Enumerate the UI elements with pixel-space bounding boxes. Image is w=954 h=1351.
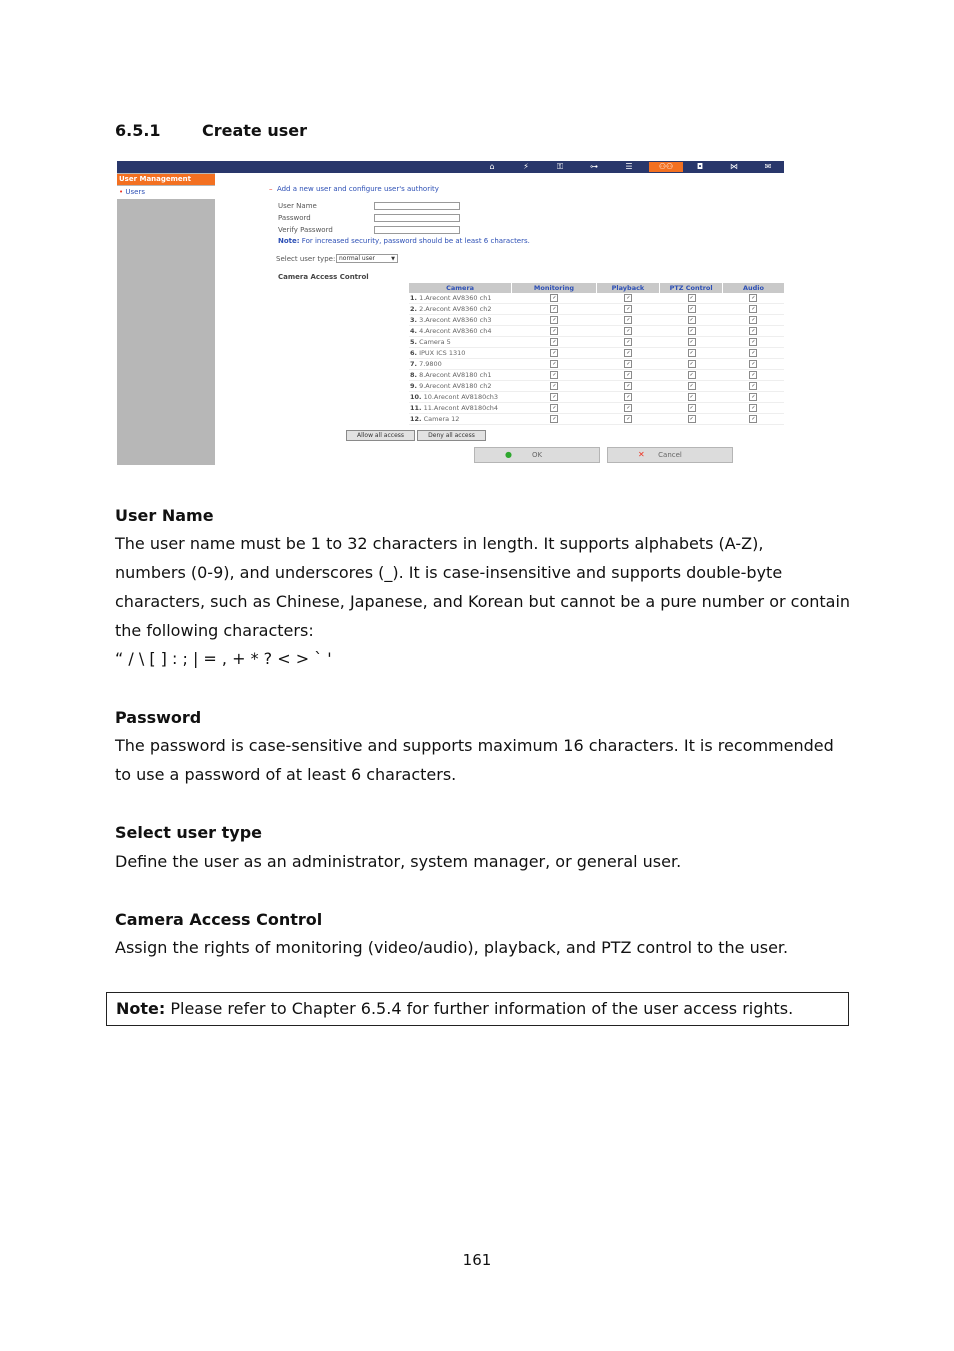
audio-cell [723,315,784,326]
audio-checkbox[interactable]: ✓ [751,405,756,411]
ptz-checkbox[interactable]: ✓ [689,339,694,345]
camera-number: 7. [410,360,417,368]
monitoring-cell [512,392,596,403]
select-type-label: Select user type: [276,255,336,263]
ptz-cell [660,414,723,425]
playback-cell [597,315,661,326]
audio-checkbox[interactable]: ✓ [751,394,756,400]
playback-checkbox[interactable]: ✓ [626,317,631,323]
users-icon[interactable]: ⚇⚇ [649,162,683,172]
table-row [409,315,784,326]
playback-checkbox[interactable]: ✓ [626,295,631,301]
text-line: Define the user as an administrator, system manager, or general user. [115,852,682,871]
user-name-input[interactable] [374,202,460,210]
bowtie-icon[interactable]: ⋈ [730,162,738,171]
audio-checkbox[interactable]: ✓ [751,416,756,422]
audio-cell [723,370,784,381]
audio-checkbox[interactable]: ✓ [751,361,756,367]
playback-cell [597,381,661,392]
playback-cell [597,326,661,337]
camera-icon[interactable]: ◘ [696,162,704,171]
camera-name-cell [409,370,512,381]
table-row [409,414,784,425]
flash-icon[interactable]: ⚡ [523,162,529,171]
text-line: characters, such as Chinese, Japanese, and Korean but cannot be a pure number or contain [115,592,851,611]
monitoring-cell [512,293,596,304]
audio-checkbox[interactable]: ✓ [751,317,756,323]
audio-cell [723,337,784,348]
allow-all-button[interactable]: Allow all access [346,430,415,441]
table-row [409,370,784,381]
ok-dot-icon: ● [505,450,512,459]
audio-checkbox[interactable]: ✓ [751,306,756,312]
playback-cell [597,370,661,381]
monitoring-checkbox[interactable]: ✓ [552,350,557,356]
playback-cell [597,337,661,348]
text-line: the following characters: [115,621,314,640]
table-row [409,304,784,315]
password-paragraph [115,731,855,789]
bullet-icon: • [119,188,126,196]
camera-number: 4. [410,327,417,335]
camera-name-cell [409,315,512,326]
audio-cell [723,381,784,392]
verify-password-label: Verify Password [278,226,333,234]
camera-number: 8. [410,371,417,379]
column-header-monitoring: Monitoring [512,283,596,293]
camera-access-paragraph [115,933,855,962]
network-icon[interactable]: ⊶ [590,162,598,171]
ptz-cell [660,359,723,370]
monitoring-cell [512,326,596,337]
ptz-cell [660,293,723,304]
top-toolbar [117,161,784,173]
password-input[interactable] [374,214,460,222]
ptz-checkbox[interactable]: ✓ [689,328,694,334]
camera-name: 9.Arecont AV8180 ch2 [419,382,492,390]
monitoring-checkbox[interactable]: ✓ [552,317,557,323]
monitoring-cell [512,337,596,348]
table-row [409,326,784,337]
ptz-cell [660,337,723,348]
audio-cell [723,304,784,315]
camera-name: 10.Arecont AV8180ch3 [423,393,499,401]
playback-cell [597,403,661,414]
note-prefix: Note: [278,237,300,245]
monitoring-checkbox[interactable]: ✓ [552,394,557,400]
audio-cell [723,326,784,337]
ptz-cell [660,370,723,381]
camera-access-table [409,283,784,425]
cancel-button[interactable] [607,447,733,463]
section-title: Create user [202,121,308,140]
chevron-down-icon: ▼ [391,256,395,262]
camera-number: 6. [410,349,417,357]
ok-label: OK [531,451,543,459]
user-name-heading: User Name [115,506,214,525]
camera-name-cell [409,403,512,414]
camera-name: 8.Arecont AV8180 ch1 [419,371,492,379]
monitoring-checkbox[interactable]: ✓ [552,306,557,312]
audio-cell [723,414,784,425]
camera-name-cell [409,392,512,403]
camera-name: 4.Arecont AV8360 ch4 [419,327,492,335]
text-line: numbers (0-9), and underscores (_). It is case-insensitive and supports double-byte [115,563,783,582]
column-header-audio: Audio [723,283,784,293]
table-row [409,337,784,348]
monitoring-cell [512,381,596,392]
camera-name-cell [409,326,512,337]
camera-name-cell [409,348,512,359]
camera-name: 3.Arecont AV8360 ch3 [419,316,492,324]
table-row [409,392,784,403]
playback-checkbox[interactable]: ✓ [626,405,631,411]
verify-password-input[interactable] [374,226,460,234]
ptz-cell [660,381,723,392]
ptz-checkbox[interactable]: ✓ [689,383,694,389]
camera-number: 5. [410,338,417,346]
camera-access-title: Camera Access Control [278,273,369,281]
note-body: Please refer to Chapter 6.5.4 for further information of the user access rights. [165,999,794,1018]
ptz-checkbox[interactable]: ✓ [689,306,694,312]
camera-name-cell [409,414,512,425]
audio-checkbox[interactable]: ✓ [751,372,756,378]
monitoring-cell [512,348,596,359]
text-line: The user name must be 1 to 32 characters in length. It supports alphabets (A-Z), [115,534,764,553]
playback-cell [597,414,661,425]
sidebar-heading: User Management [117,174,215,185]
audio-cell [723,392,784,403]
monitoring-checkbox[interactable]: ✓ [552,405,557,411]
user-type-paragraph [115,847,855,876]
ptz-checkbox[interactable]: ✓ [689,405,694,411]
ok-button[interactable] [474,447,600,463]
camera-number: 2. [410,305,417,313]
audio-checkbox[interactable]: ✓ [751,350,756,356]
audio-cell [723,293,784,304]
playback-cell [597,359,661,370]
user-type-value: normal user [339,255,376,262]
sidebar-item-users[interactable] [117,186,215,199]
table-header [409,283,784,293]
monitoring-cell [512,315,596,326]
camera-name-cell [409,304,512,315]
sidebar [117,173,215,465]
user-name-label: User Name [278,202,317,210]
text-line: Assign the rights of monitoring (video/audio), playback, and PTZ control to the user. [115,938,789,957]
monitoring-checkbox[interactable]: ✓ [552,372,557,378]
ptz-cell [660,304,723,315]
camera-number: 3. [410,316,417,324]
text-line: The password is case-sensitive and supports maximum 16 characters. It is recommended [115,736,834,755]
playback-checkbox[interactable]: ✓ [626,306,631,312]
camera-name: Camera 12 [423,415,460,423]
note-label: Note: [116,999,166,1018]
ptz-cell [660,348,723,359]
camera-access-heading: Camera Access Control [115,910,323,929]
camera-name-cell [409,293,512,304]
table-row [409,359,784,370]
monitoring-cell [512,370,596,381]
password-heading: Password [115,708,202,727]
playback-checkbox[interactable]: ✓ [626,372,631,378]
text-line: to use a password of at least 6 characters. [115,765,457,784]
sidebar-item-label: Users [125,188,145,196]
monitoring-checkbox[interactable]: ✓ [552,339,557,345]
camera-name: 2.Arecont AV8360 ch2 [419,305,492,313]
audio-cell [723,403,784,414]
playback-cell [597,348,661,359]
camera-name: IPUX ICS 1310 [419,349,466,357]
ptz-cell [660,392,723,403]
audio-checkbox[interactable]: ✓ [751,383,756,389]
password-note [278,237,530,245]
camera-name: 11.Arecont AV8180ch4 [423,404,499,412]
playback-checkbox[interactable]: ✓ [626,394,631,400]
column-header-camera: Camera [409,283,512,293]
ptz-checkbox[interactable]: ✓ [689,416,694,422]
camera-number: 11. [410,404,422,412]
camera-name-cell [409,359,512,370]
column-header-ptz: PTZ Control [660,283,723,293]
close-icon: ✕ [638,450,645,459]
main-panel [215,173,784,465]
audio-checkbox[interactable]: ✓ [751,339,756,345]
monitoring-cell [512,359,596,370]
user-name-paragraph [115,529,855,672]
playback-cell [597,392,661,403]
camera-number: 10. [410,393,422,401]
table-row [409,381,784,392]
column-header-playback: Playback [597,283,661,293]
ptz-cell [660,403,723,414]
audio-cell [723,359,784,370]
storage-icon[interactable]: ☰ [625,162,633,171]
audio-cell [723,348,784,359]
monitoring-checkbox[interactable]: ✓ [552,295,557,301]
table-row [409,403,784,414]
ptz-checkbox[interactable]: ✓ [689,350,694,356]
user-type-heading: Select user type [115,823,263,842]
audio-checkbox[interactable]: ✓ [751,328,756,334]
text-line: “ / \ [ ] : ; | = , + * ? < > ` ' [115,649,332,668]
table-row [409,293,784,304]
key-icon[interactable]: ⚿ [556,162,564,171]
ptz-checkbox[interactable]: ✓ [689,317,694,323]
audio-checkbox[interactable]: ✓ [751,295,756,301]
add-user-link: Add a new user and configure user's authority [276,185,439,193]
monitoring-checkbox[interactable]: ✓ [552,361,557,367]
ptz-cell [660,326,723,337]
camera-name-cell [409,381,512,392]
camera-name: 7.9800 [419,360,442,368]
home-icon[interactable]: ⌂ [489,162,495,171]
minus-icon: – [269,185,273,193]
page-number: 161 [462,1251,492,1269]
playback-checkbox[interactable]: ✓ [626,416,631,422]
playback-cell [597,304,661,315]
ptz-cell [660,315,723,326]
monitoring-checkbox[interactable]: ✓ [552,328,557,334]
ptz-checkbox[interactable]: ✓ [689,394,694,400]
password-label: Password [278,214,311,222]
playback-checkbox[interactable]: ✓ [626,383,631,389]
monitoring-cell [512,304,596,315]
table-row [409,348,784,359]
monitoring-cell [512,403,596,414]
ptz-checkbox[interactable]: ✓ [689,372,694,378]
monitoring-cell [512,414,596,425]
playback-checkbox[interactable]: ✓ [626,361,631,367]
playback-cell [597,293,661,304]
ptz-checkbox[interactable]: ✓ [689,361,694,367]
section-number: 6.5.1 [115,121,161,140]
monitoring-checkbox[interactable]: ✓ [552,383,557,389]
note-box [106,992,849,1026]
camera-number: 1. [410,294,417,302]
ptz-checkbox[interactable]: ✓ [689,295,694,301]
envelope-icon[interactable]: ✉ [764,162,772,171]
note-text: For increased security, password should be at least 6 characters. [301,237,530,245]
camera-number: 12. [410,415,422,423]
playback-checkbox[interactable]: ✓ [626,350,631,356]
deny-all-button[interactable]: Deny all access [417,430,486,441]
playback-checkbox[interactable]: ✓ [626,339,631,345]
user-management-screenshot [117,161,784,465]
camera-number: 9. [410,382,417,390]
camera-name: Camera 5 [419,338,451,346]
cancel-label: Cancel [658,451,682,459]
playback-checkbox[interactable]: ✓ [626,328,631,334]
monitoring-checkbox[interactable]: ✓ [552,416,557,422]
camera-name: 1.Arecont AV8360 ch1 [419,294,492,302]
user-type-select[interactable] [336,254,398,263]
camera-name-cell [409,337,512,348]
add-user-header[interactable] [269,185,439,193]
